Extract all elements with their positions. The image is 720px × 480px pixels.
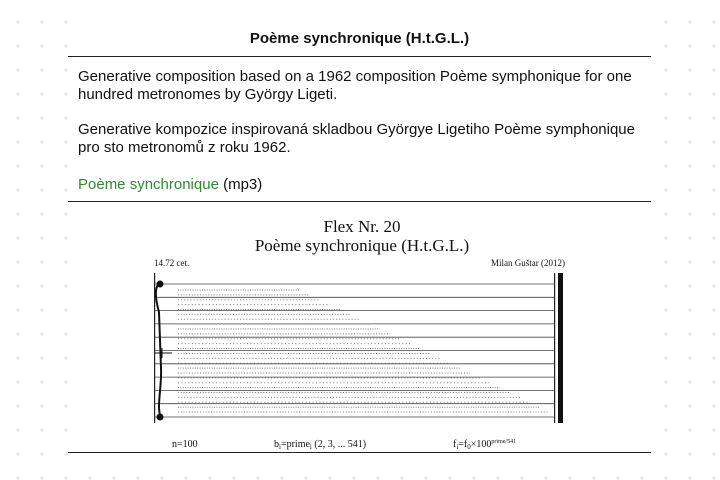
bottom-divider xyxy=(68,452,651,453)
score-formula-n: n=100 xyxy=(172,439,198,450)
score-tempo-note: 14.72 cet. xyxy=(154,258,190,268)
score-formula-f: $f_i=f_0\times 100^{prime/541}$ xyxy=(453,439,517,451)
score-author: Milan Guštar (2012) xyxy=(491,258,565,268)
staff-lines xyxy=(154,284,554,417)
description-czech: Generative kompozice inspirovaná skladbou Györgye Ligetiho Poème symphonique pro sto metronomů z roku 1962. xyxy=(78,121,635,156)
mp3-link-suffix: (mp3) xyxy=(223,176,263,193)
page-title: Poème synchronique (H.t.G.L.) xyxy=(249,30,470,47)
score-title-line1: Flex Nr. 20 xyxy=(323,217,401,236)
content-divider xyxy=(68,201,651,202)
mp3-link[interactable]: Poème synchronique xyxy=(78,176,219,193)
score-end-thin-barline xyxy=(554,273,555,423)
title-divider xyxy=(68,56,651,57)
content-panel xyxy=(68,18,651,460)
score-image xyxy=(68,212,651,452)
mp3-link-line xyxy=(78,176,638,194)
score-end-thick-barline xyxy=(558,273,563,423)
description-english: Generative composition based on a 1962 composition Poème symphonique for one hundred metronomes by György Ligeti. xyxy=(78,68,632,103)
score-title-line2: Poème synchronique (H.t.G.L.) xyxy=(254,236,470,255)
metronome-voices xyxy=(178,290,548,412)
score-formula-b: $b_i=prime_i$ (2, 3, ... 541) xyxy=(274,439,367,451)
